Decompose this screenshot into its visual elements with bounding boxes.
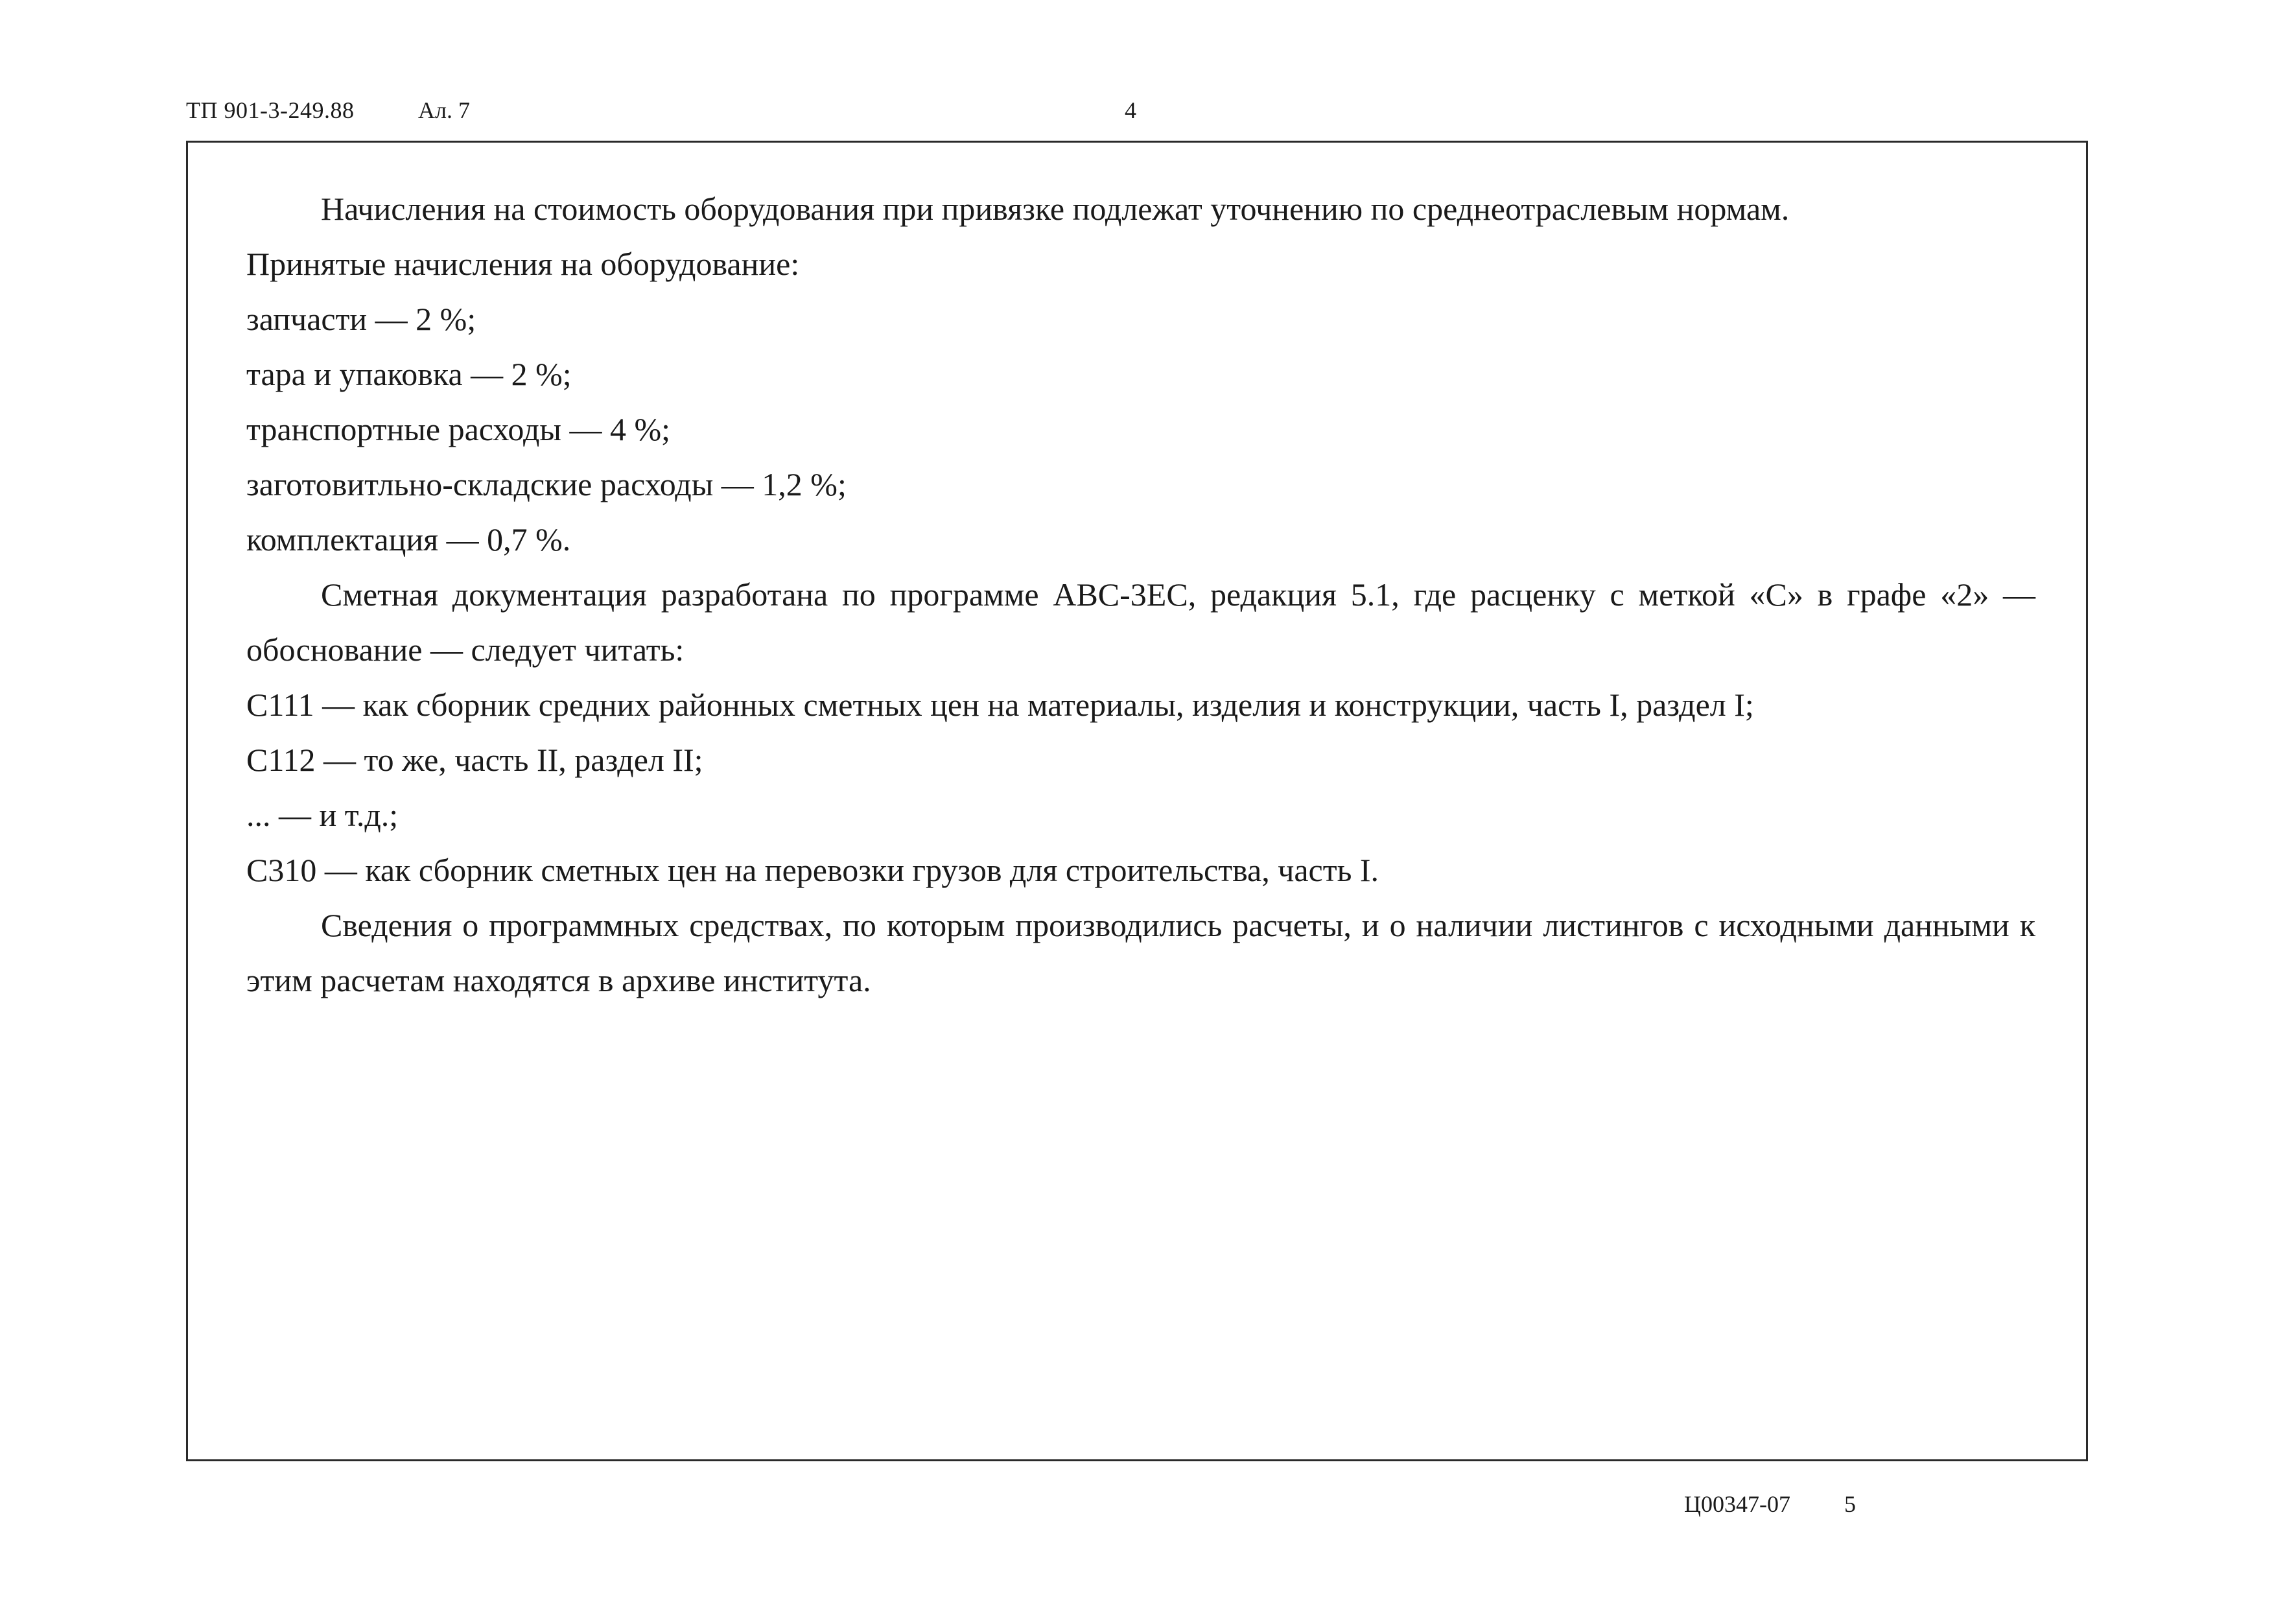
page-number: 4 — [1125, 97, 1136, 123]
code-item-c310: С310 — как сборник сметных цен на перевозки грузов для строительства, часть I. — [246, 852, 1379, 888]
charge-item-completion: комплектация — 0,7 %. — [246, 521, 571, 558]
content-frame — [186, 141, 2088, 1461]
footer-sheet-number: 5 — [1844, 1491, 1856, 1517]
page-footer — [0, 1485, 2285, 1524]
code-item-c112: С112 — то же, часть II, раздел II; — [246, 742, 703, 778]
code-item-c111: С111 — как сборник средних районных сметных цен на материалы, изделия и конструкции, часть I, раздел I; — [246, 687, 1754, 723]
code-item-etc: ... — и т.д.; — [246, 797, 399, 833]
charge-item-warehouse: заготовитльно-складские расходы — 1,2 %; — [246, 466, 847, 502]
page-header — [0, 91, 2285, 130]
paragraph-software-archive: Сведения о программных средствах, по которым производились расчеты, и о наличии листингов с исходными данными к этим расчетам находятся в архиве института. — [246, 907, 2035, 998]
charge-item-transport: транспортные расходы — 4 %; — [246, 411, 671, 447]
paragraph-estimate-software: Сметная документация разработана по программе АВС-3ЕС, редакция 5.1, где расценку с меткой «С» в графе «2» — обоснование — следует читать: — [246, 576, 2035, 668]
footer-document-code: Ц00347-07 — [1684, 1491, 1790, 1517]
charge-item-spare-parts: запчасти — 2 %; — [246, 301, 476, 337]
document-code: ТП 901-3-249.88 — [186, 97, 355, 123]
charge-item-packaging: тара и упаковка — 2 %; — [246, 356, 572, 392]
paragraph-equipment-charges: Начисления на стоимость оборудования при привязке подлежат уточнению по среднеотраслевым нормам. — [321, 191, 1790, 227]
sheet-label: Ал. 7 — [418, 97, 470, 123]
body-text — [246, 182, 2035, 1008]
paragraph-accepted-charges: Принятые начисления на оборудование: — [246, 246, 800, 282]
